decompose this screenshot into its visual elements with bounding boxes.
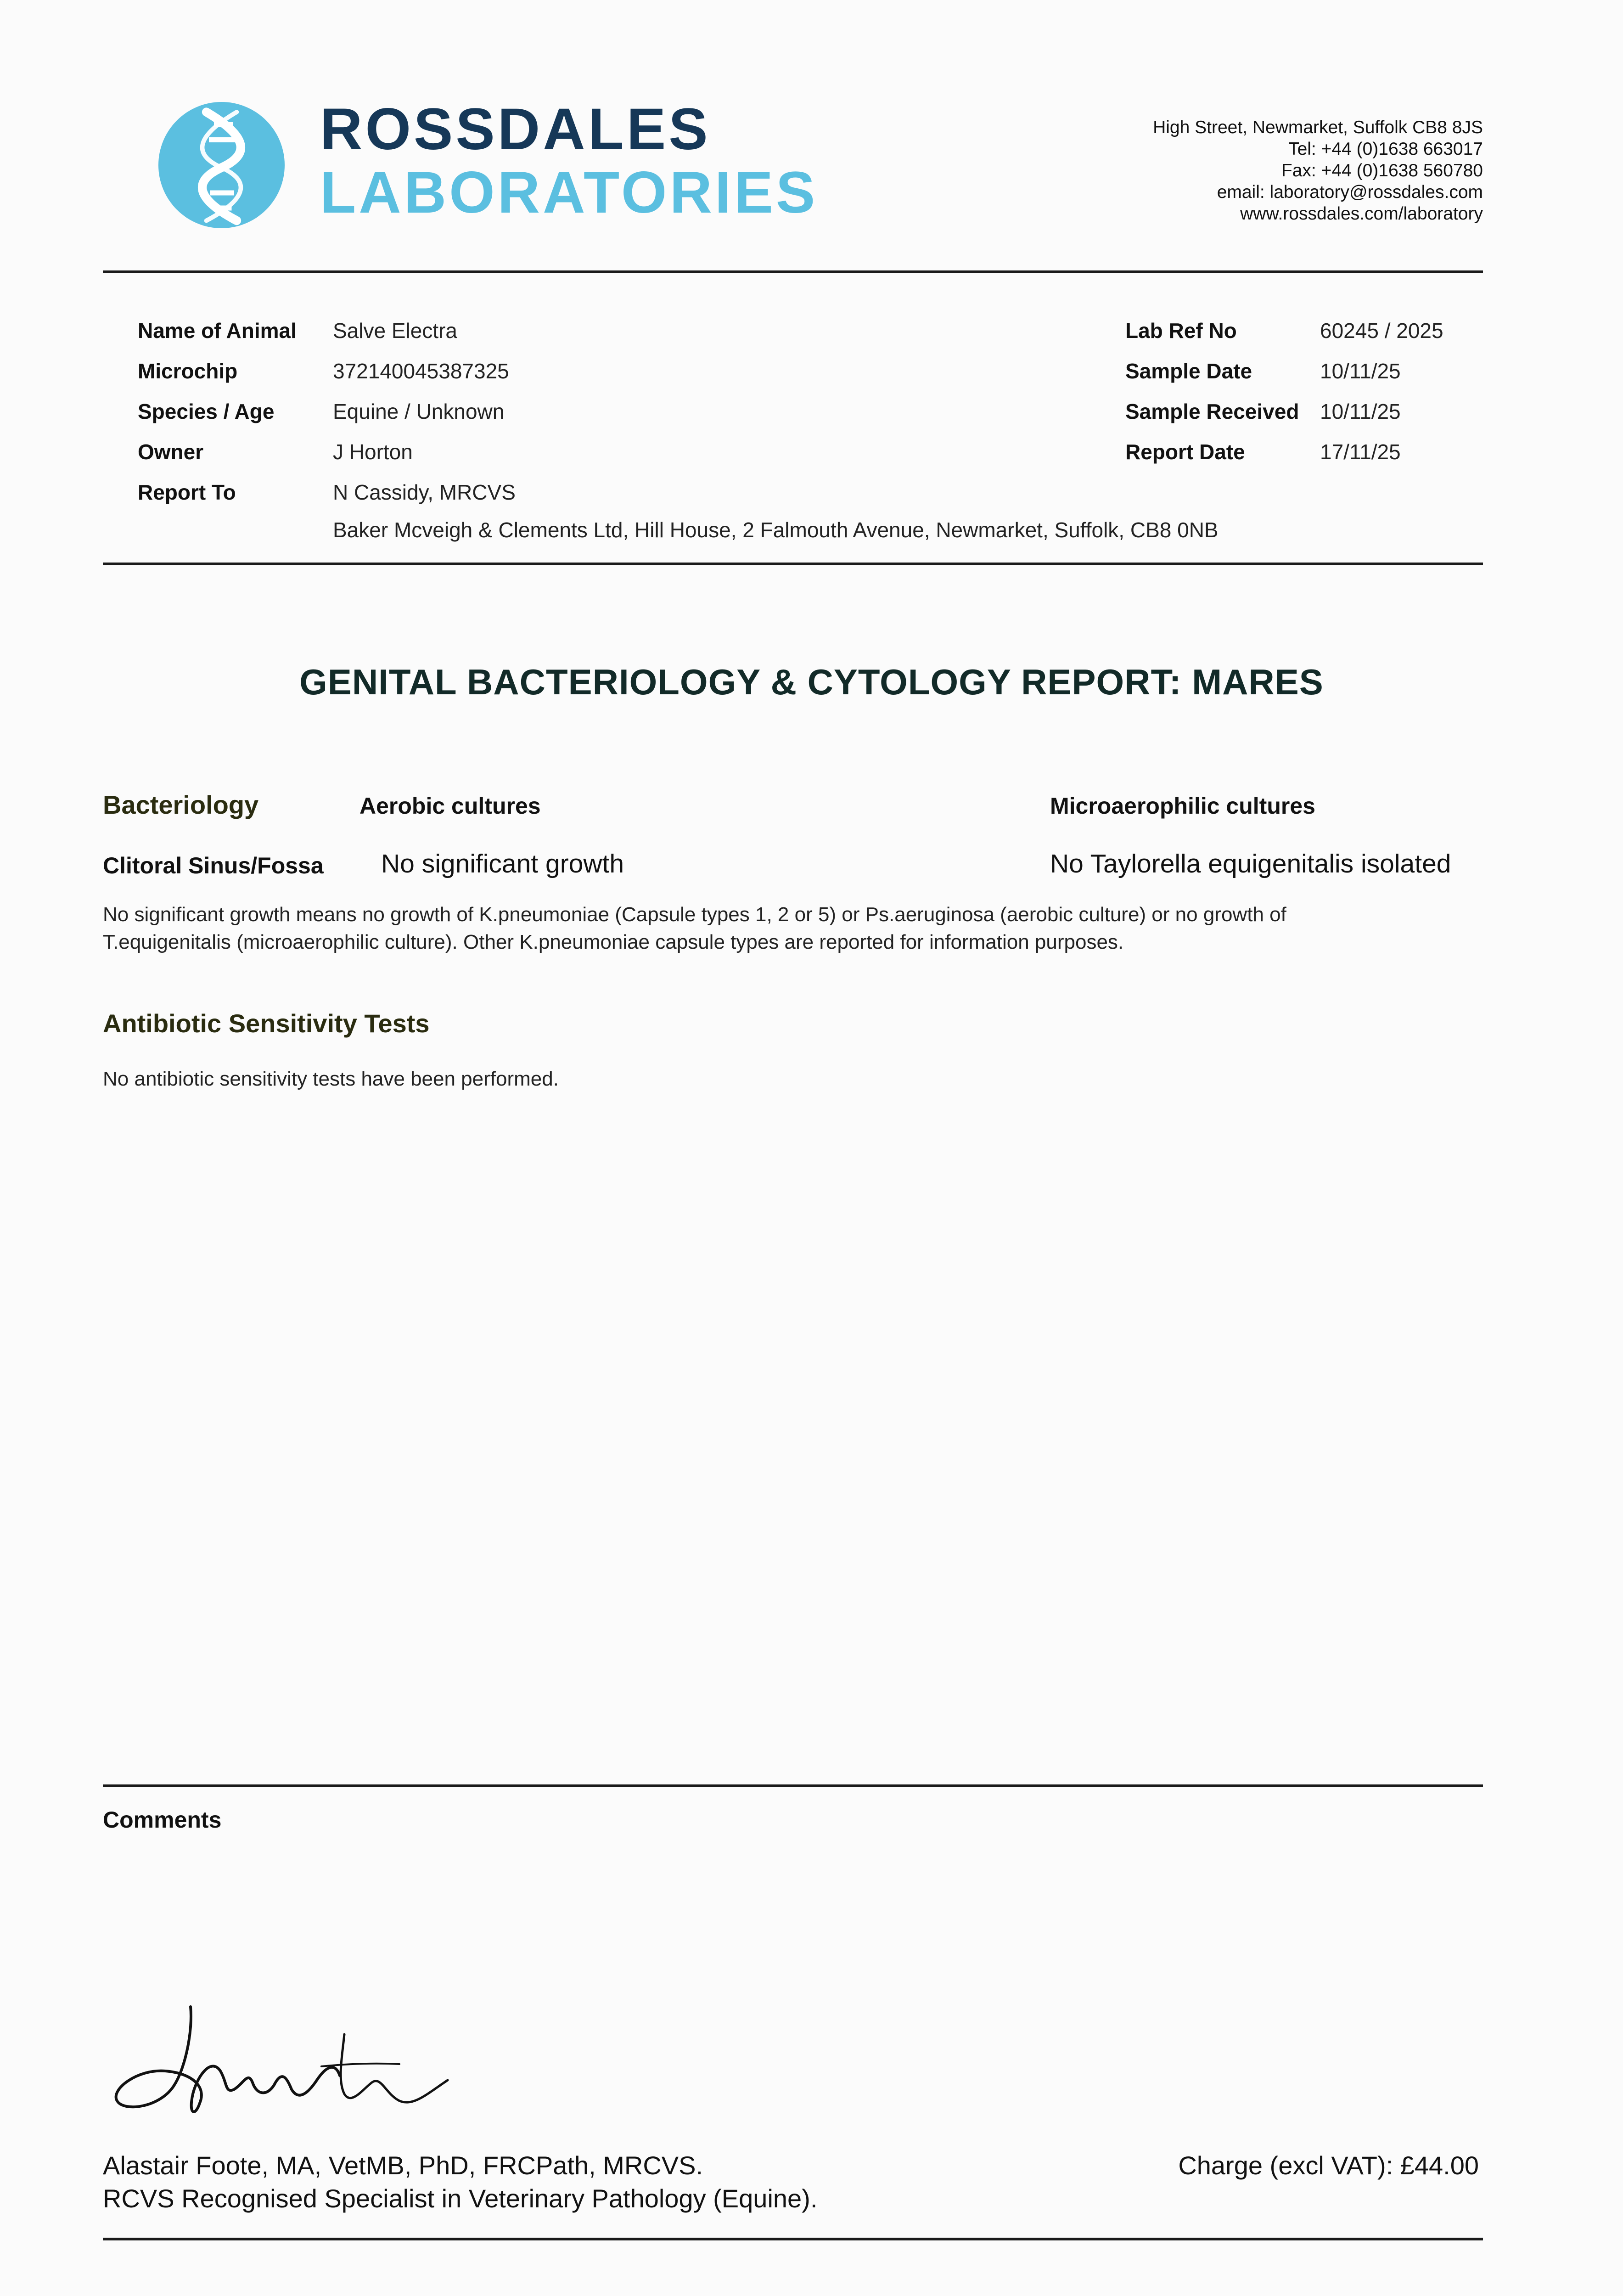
lab-ref-value: 60245 / 2025 <box>1320 319 1443 343</box>
contact-email[interactable]: email: laboratory@rossdales.com <box>1217 182 1483 202</box>
contact-website[interactable]: www.rossdales.com/laboratory <box>1240 204 1483 224</box>
signature-image <box>106 2002 464 2122</box>
charge-value: Charge (excl VAT): £44.00 <box>1178 2151 1479 2180</box>
brand-name-line1: ROSSDALES <box>320 96 711 162</box>
sample-received-label: Sample Received <box>1125 400 1299 423</box>
header-divider <box>103 270 1483 273</box>
sample-site: Clitoral Sinus/Fossa <box>103 853 324 878</box>
bacteriology-note-line1: No significant growth means no growth of K.pneumoniae (Capsule types 1, 2 or 5) or Ps.aeruginosa (aerobic culture) or no growth of <box>103 903 1286 926</box>
brand-name-line2: LABORATORIES <box>320 160 818 225</box>
bacteriology-note <box>103 901 1485 956</box>
footer-divider <box>103 2238 1483 2240</box>
signatory-block <box>103 2149 817 2215</box>
sample-received-value: 10/11/25 <box>1320 400 1401 423</box>
microchip-value: 372140045387325 <box>333 359 509 383</box>
dna-logo-icon <box>158 102 285 228</box>
animal-name: Salve Electra <box>333 319 458 343</box>
owner-label: Owner <box>138 440 204 464</box>
contact-fax: Fax: +44 (0)1638 560780 <box>1281 161 1483 180</box>
comments-heading: Comments <box>103 1807 222 1833</box>
bacteriology-heading: Bacteriology <box>103 790 259 819</box>
antibiotic-text: No antibiotic sensitivity tests have been performed. <box>103 1068 559 1090</box>
info-divider <box>103 563 1483 565</box>
name-label: Name of Animal <box>138 319 297 343</box>
owner-value: J Horton <box>333 440 413 464</box>
microchip-label: Microchip <box>138 359 238 383</box>
report-date-label: Report Date <box>1125 440 1245 464</box>
lab-ref-label: Lab Ref No <box>1125 319 1237 343</box>
sample-date-value: 10/11/25 <box>1320 359 1401 383</box>
contact-address: High Street, Newmarket, Suffolk CB8 8JS <box>1153 118 1483 137</box>
signatory-title: RCVS Recognised Specialist in Veterinary Pathology (Equine). <box>103 2184 818 2213</box>
report-date-value: 17/11/25 <box>1320 440 1401 464</box>
microaerophilic-result: No Taylorella equigenitalis isolated <box>1050 849 1451 878</box>
aerobic-header: Aerobic cultures <box>359 793 541 819</box>
signatory-name: Alastair Foote, MA, VetMB, PhD, FRCPath, MRCVS. <box>103 2151 703 2180</box>
report-to-address: Baker Mcveigh & Clements Ltd, Hill House, 2 Falmouth Avenue, Newmarket, Suffolk, CB8 0NB <box>333 518 1219 542</box>
microaerophilic-header: Microaerophilic cultures <box>1050 793 1315 819</box>
antibiotic-heading: Antibiotic Sensitivity Tests <box>103 1009 430 1038</box>
contact-tel: Tel: +44 (0)1638 663017 <box>1288 139 1483 159</box>
comments-divider <box>103 1784 1483 1787</box>
report-title: GENITAL BACTERIOLOGY & CYTOLOGY REPORT: MARES <box>299 662 1324 702</box>
sample-date-label: Sample Date <box>1125 359 1252 383</box>
species-label: Species / Age <box>138 400 275 423</box>
bacteriology-note-line2: T.equigenitalis (microaerophilic culture). Other K.pneumoniae capsule types are reported for information purposes. <box>103 931 1124 953</box>
contact-block <box>1153 117 1483 225</box>
species-value: Equine / Unknown <box>333 400 505 423</box>
report-to-value: N Cassidy, MRCVS <box>333 480 516 504</box>
aerobic-result: No significant growth <box>381 849 624 878</box>
report-to-label: Report To <box>138 480 236 504</box>
